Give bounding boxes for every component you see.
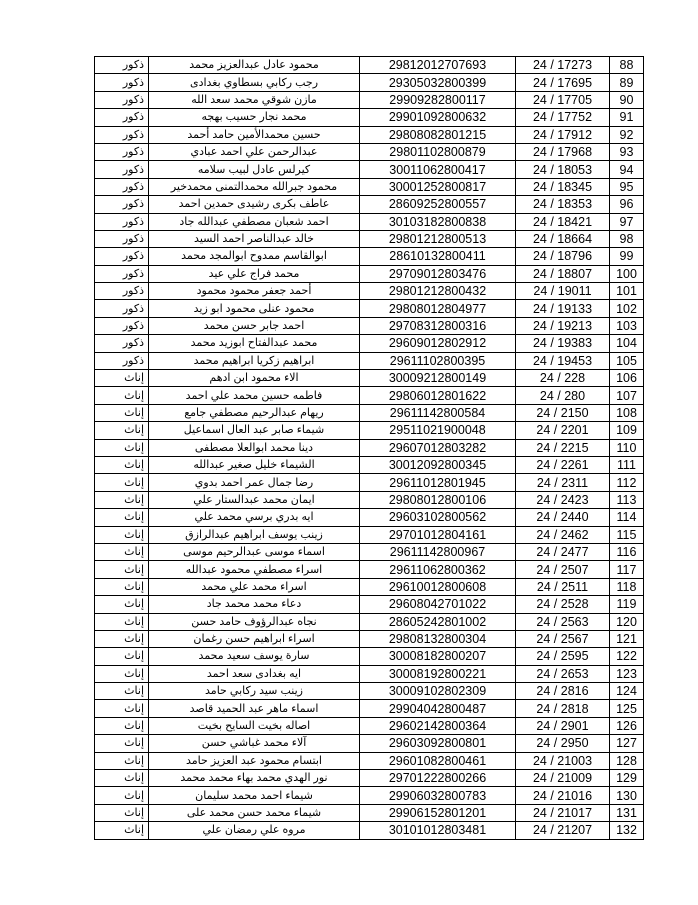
gender-cell: إناث [95,648,149,665]
name-cell: دينا محمد ابوالعلا مصطفى [149,439,360,456]
national-id-cell: 29305032800399 [360,74,516,91]
national-id-cell: 29808082801215 [360,126,516,143]
code-cell: 24 / 2440 [516,509,610,526]
name-cell: احمد جابر حسن محمد [149,317,360,334]
code-cell: 24 / 18345 [516,178,610,195]
table-row [95,230,644,247]
table-row [95,317,644,334]
national-id-cell: 29909282800117 [360,91,516,108]
table-row [95,717,644,734]
table-row [95,770,644,787]
roster-table-body [95,57,644,840]
serial-number-cell: 115 [610,526,644,543]
gender-cell: إناث [95,822,149,839]
table-row [95,735,644,752]
table-row [95,578,644,595]
table-row [95,74,644,91]
table-row [95,335,644,352]
code-cell: 24 / 228 [516,370,610,387]
serial-number-cell: 108 [610,404,644,421]
national-id-cell: 29611012801945 [360,474,516,491]
serial-number-cell: 98 [610,230,644,247]
table-row [95,265,644,282]
gender-cell: إناث [95,787,149,804]
national-id-cell: 29904042800487 [360,700,516,717]
code-cell: 24 / 2595 [516,648,610,665]
name-cell: مروه علي رمضان علي [149,822,360,839]
code-cell: 24 / 2261 [516,456,610,473]
code-cell: 24 / 2653 [516,665,610,682]
code-cell: 24 / 18353 [516,196,610,213]
gender-cell: إناث [95,526,149,543]
serial-number-cell: 88 [610,57,644,74]
table-row [95,456,644,473]
code-cell: 24 / 19133 [516,300,610,317]
serial-number-cell: 111 [610,456,644,473]
serial-number-cell: 106 [610,370,644,387]
table-row [95,596,644,613]
serial-number-cell: 110 [610,439,644,456]
name-cell: دعاء محمد محمد جاد [149,596,360,613]
table-row [95,109,644,126]
code-cell: 24 / 18807 [516,265,610,282]
gender-cell: ذكور [95,178,149,195]
code-cell: 24 / 2507 [516,561,610,578]
name-cell: نجاه عبدالرؤوف حامد حسن [149,613,360,630]
gender-cell: ذكور [95,317,149,334]
code-cell: 24 / 19453 [516,352,610,369]
gender-cell: إناث [95,404,149,421]
gender-cell: إناث [95,491,149,508]
table-row [95,439,644,456]
table-row [95,509,644,526]
name-cell: نور الهدي محمد بهاء محمد محمد [149,770,360,787]
gender-cell: ذكور [95,74,149,91]
roster-table-container [94,56,643,840]
serial-number-cell: 95 [610,178,644,195]
table-row [95,543,644,560]
code-cell: 24 / 2818 [516,700,610,717]
table-row [95,91,644,108]
name-cell: ايمان محمد عبدالستار علي [149,491,360,508]
table-row [95,143,644,160]
gender-cell: إناث [95,630,149,647]
gender-cell: ذكور [95,196,149,213]
code-cell: 24 / 19011 [516,283,610,300]
gender-cell: إناث [95,596,149,613]
table-row [95,822,644,839]
serial-number-cell: 120 [610,613,644,630]
gender-cell: إناث [95,717,149,734]
code-cell: 24 / 2201 [516,422,610,439]
name-cell: ابوالقاسم ممدوح ابوالمجد محمد [149,248,360,265]
gender-cell: ذكور [95,300,149,317]
national-id-cell: 29608042701022 [360,596,516,613]
code-cell: 24 / 19383 [516,335,610,352]
national-id-cell: 29906152801201 [360,804,516,821]
table-row [95,683,644,700]
name-cell: محمد نجار حسيب بهجه [149,109,360,126]
name-cell: شيماء صابر عبد العال اسماعيل [149,422,360,439]
name-cell: ابراهيم زكريا ابراهيم محمد [149,352,360,369]
table-row [95,283,644,300]
serial-number-cell: 100 [610,265,644,282]
gender-cell: إناث [95,683,149,700]
code-cell: 24 / 280 [516,387,610,404]
name-cell: أحمد جعفر محمود محمود [149,283,360,300]
name-cell: آلاء محمد غباشي حسن [149,735,360,752]
gender-cell: إناث [95,387,149,404]
serial-number-cell: 118 [610,578,644,595]
national-id-cell: 30009212800149 [360,370,516,387]
serial-number-cell: 117 [610,561,644,578]
code-cell: 24 / 2462 [516,526,610,543]
table-row [95,752,644,769]
serial-number-cell: 112 [610,474,644,491]
serial-number-cell: 102 [610,300,644,317]
code-cell: 24 / 2901 [516,717,610,734]
name-cell: زينب يوسف ابراهيم عبدالرازق [149,526,360,543]
national-id-cell: 29511021900048 [360,422,516,439]
serial-number-cell: 96 [610,196,644,213]
code-cell: 24 / 18421 [516,213,610,230]
gender-cell: ذكور [95,91,149,108]
serial-number-cell: 116 [610,543,644,560]
name-cell: اسماء موسى عبدالرحيم موسى [149,543,360,560]
name-cell: ايه بدري برسي محمد علي [149,509,360,526]
name-cell: اصاله بخيت السايح بخيت [149,717,360,734]
serial-number-cell: 129 [610,770,644,787]
code-cell: 24 / 17752 [516,109,610,126]
gender-cell: إناث [95,770,149,787]
national-id-cell: 29611142800584 [360,404,516,421]
name-cell: كيرلس عادل لبيب سلامه [149,161,360,178]
table-row [95,387,644,404]
code-cell: 24 / 2311 [516,474,610,491]
name-cell: ريهام عبدالرحيم مصطفي جامع [149,404,360,421]
code-cell: 24 / 18664 [516,230,610,247]
national-id-cell: 29611102800395 [360,352,516,369]
national-id-cell: 29701012804161 [360,526,516,543]
name-cell: زينب سيد ركابي حامد [149,683,360,700]
serial-number-cell: 93 [610,143,644,160]
name-cell: رجب ركابي بسطاوي بغدادى [149,74,360,91]
national-id-cell: 29611142800967 [360,543,516,560]
serial-number-cell: 103 [610,317,644,334]
serial-number-cell: 127 [610,735,644,752]
gender-cell: ذكور [95,248,149,265]
gender-cell: إناث [95,543,149,560]
name-cell: عاطف بكرى رشيدى حمدين احمد [149,196,360,213]
name-cell: محمد فراج علي عيد [149,265,360,282]
table-row [95,352,644,369]
code-cell: 24 / 21016 [516,787,610,804]
code-cell: 24 / 21009 [516,770,610,787]
name-cell: ابتسام محمود عبد العزيز حامد [149,752,360,769]
table-row [95,213,644,230]
gender-cell: ذكور [95,265,149,282]
code-cell: 24 / 17968 [516,143,610,160]
gender-cell: إناث [95,474,149,491]
code-cell: 24 / 17273 [516,57,610,74]
national-id-cell: 29609012802912 [360,335,516,352]
table-row [95,665,644,682]
serial-number-cell: 90 [610,91,644,108]
table-row [95,126,644,143]
code-cell: 24 / 18053 [516,161,610,178]
name-cell: محمود جبرالله محمدالتمنى محمدخير [149,178,360,195]
code-cell: 24 / 2511 [516,578,610,595]
gender-cell: إناث [95,561,149,578]
code-cell: 24 / 2215 [516,439,610,456]
national-id-cell: 30001252800817 [360,178,516,195]
serial-number-cell: 99 [610,248,644,265]
gender-cell: إناث [95,665,149,682]
national-id-cell: 29808012800106 [360,491,516,508]
code-cell: 24 / 2423 [516,491,610,508]
serial-number-cell: 89 [610,74,644,91]
serial-number-cell: 124 [610,683,644,700]
serial-number-cell: 92 [610,126,644,143]
table-row [95,196,644,213]
serial-number-cell: 119 [610,596,644,613]
code-cell: 24 / 21003 [516,752,610,769]
table-row [95,561,644,578]
name-cell: خالد عبدالناصر احمد السيد [149,230,360,247]
serial-number-cell: 125 [610,700,644,717]
name-cell: سارة يوسف سعيد محمد [149,648,360,665]
national-id-cell: 29610012800608 [360,578,516,595]
serial-number-cell: 123 [610,665,644,682]
serial-number-cell: 121 [610,630,644,647]
serial-number-cell: 114 [610,509,644,526]
name-cell: فاطمه حسين محمد علي احمد [149,387,360,404]
national-id-cell: 29906032800783 [360,787,516,804]
name-cell: محمود عادل عبدالعزيز محمد [149,57,360,74]
code-cell: 24 / 2477 [516,543,610,560]
roster-table [94,56,644,840]
gender-cell: إناث [95,804,149,821]
code-cell: 24 / 2567 [516,630,610,647]
code-cell: 24 / 2950 [516,735,610,752]
serial-number-cell: 97 [610,213,644,230]
national-id-cell: 29808012804977 [360,300,516,317]
serial-number-cell: 109 [610,422,644,439]
national-id-cell: 29901092800632 [360,109,516,126]
gender-cell: ذكور [95,57,149,74]
gender-cell: إناث [95,509,149,526]
name-cell: شيماء احمد محمد سليمان [149,787,360,804]
table-row [95,491,644,508]
table-row [95,300,644,317]
serial-number-cell: 131 [610,804,644,821]
national-id-cell: 29611062800362 [360,561,516,578]
table-row [95,178,644,195]
code-cell: 24 / 2150 [516,404,610,421]
gender-cell: ذكور [95,283,149,300]
serial-number-cell: 122 [610,648,644,665]
national-id-cell: 30101012803481 [360,822,516,839]
gender-cell: إناث [95,735,149,752]
serial-number-cell: 101 [610,283,644,300]
name-cell: مازن شوقي محمد سعد الله [149,91,360,108]
national-id-cell: 28605242801002 [360,613,516,630]
gender-cell: ذكور [95,230,149,247]
national-id-cell: 30012092800345 [360,456,516,473]
code-cell: 24 / 17912 [516,126,610,143]
name-cell: اسراء محمد علي محمد [149,578,360,595]
table-row [95,370,644,387]
national-id-cell: 30103182800838 [360,213,516,230]
code-cell: 24 / 21207 [516,822,610,839]
gender-cell: إناث [95,456,149,473]
serial-number-cell: 91 [610,109,644,126]
gender-cell: ذكور [95,109,149,126]
code-cell: 24 / 21017 [516,804,610,821]
table-row [95,613,644,630]
gender-cell: إناث [95,578,149,595]
name-cell: حسين محمدالأمين حامد أحمد [149,126,360,143]
code-cell: 24 / 19213 [516,317,610,334]
serial-number-cell: 104 [610,335,644,352]
code-cell: 24 / 17695 [516,74,610,91]
national-id-cell: 28609252800557 [360,196,516,213]
gender-cell: ذكور [95,161,149,178]
national-id-cell: 29603102800562 [360,509,516,526]
gender-cell: إناث [95,422,149,439]
table-row [95,700,644,717]
national-id-cell: 29806012801622 [360,387,516,404]
code-cell: 24 / 2816 [516,683,610,700]
serial-number-cell: 94 [610,161,644,178]
national-id-cell: 29708312800316 [360,317,516,334]
name-cell: محمد عبدالفتاح ابوزيد محمد [149,335,360,352]
table-row [95,422,644,439]
national-id-cell: 30011062800417 [360,161,516,178]
name-cell: احمد شعبان مصطفي عبدالله جاد [149,213,360,230]
table-row [95,161,644,178]
national-id-cell: 29801212800513 [360,230,516,247]
gender-cell: ذكور [95,213,149,230]
serial-number-cell: 128 [610,752,644,769]
name-cell: اسراء ابراهيم حسن رغمان [149,630,360,647]
name-cell: اسماء ماهر عبد الحميد قاصد [149,700,360,717]
table-row [95,404,644,421]
national-id-cell: 29801212800432 [360,283,516,300]
table-row [95,57,644,74]
table-row [95,787,644,804]
table-row [95,630,644,647]
code-cell: 24 / 17705 [516,91,610,108]
national-id-cell: 30008182800207 [360,648,516,665]
national-id-cell: 29607012803282 [360,439,516,456]
table-row [95,648,644,665]
table-row [95,804,644,821]
national-id-cell: 29601082800461 [360,752,516,769]
serial-number-cell: 130 [610,787,644,804]
serial-number-cell: 132 [610,822,644,839]
national-id-cell: 30009102802309 [360,683,516,700]
name-cell: محمود عنلى محمود ابو زيد [149,300,360,317]
national-id-cell: 29603092800801 [360,735,516,752]
national-id-cell: 29709012803476 [360,265,516,282]
serial-number-cell: 126 [610,717,644,734]
gender-cell: ذكور [95,335,149,352]
name-cell: عبدالرحمن علي احمد عبادي [149,143,360,160]
gender-cell: إناث [95,370,149,387]
name-cell: اسراء مصطفي محمود عبدالله [149,561,360,578]
name-cell: رضا جمال عمر احمد بدوي [149,474,360,491]
name-cell: شيماء محمد حسن محمد على [149,804,360,821]
gender-cell: ذكور [95,143,149,160]
national-id-cell: 28610132800411 [360,248,516,265]
serial-number-cell: 105 [610,352,644,369]
national-id-cell: 29808132800304 [360,630,516,647]
national-id-cell: 30008192800221 [360,665,516,682]
gender-cell: إناث [95,700,149,717]
gender-cell: إناث [95,752,149,769]
gender-cell: إناث [95,613,149,630]
national-id-cell: 29701222800266 [360,770,516,787]
code-cell: 24 / 2528 [516,596,610,613]
national-id-cell: 29602142800364 [360,717,516,734]
serial-number-cell: 113 [610,491,644,508]
serial-number-cell: 107 [610,387,644,404]
name-cell: الشيماء خليل صغير عبدالله [149,456,360,473]
table-row [95,248,644,265]
national-id-cell: 29812012707693 [360,57,516,74]
name-cell: الاء محمود ابن ادهم [149,370,360,387]
gender-cell: ذكور [95,352,149,369]
code-cell: 24 / 18796 [516,248,610,265]
gender-cell: إناث [95,439,149,456]
code-cell: 24 / 2563 [516,613,610,630]
table-row [95,526,644,543]
table-row [95,474,644,491]
gender-cell: ذكور [95,126,149,143]
name-cell: ايه بغدادى سعد احمد [149,665,360,682]
national-id-cell: 29801102800879 [360,143,516,160]
